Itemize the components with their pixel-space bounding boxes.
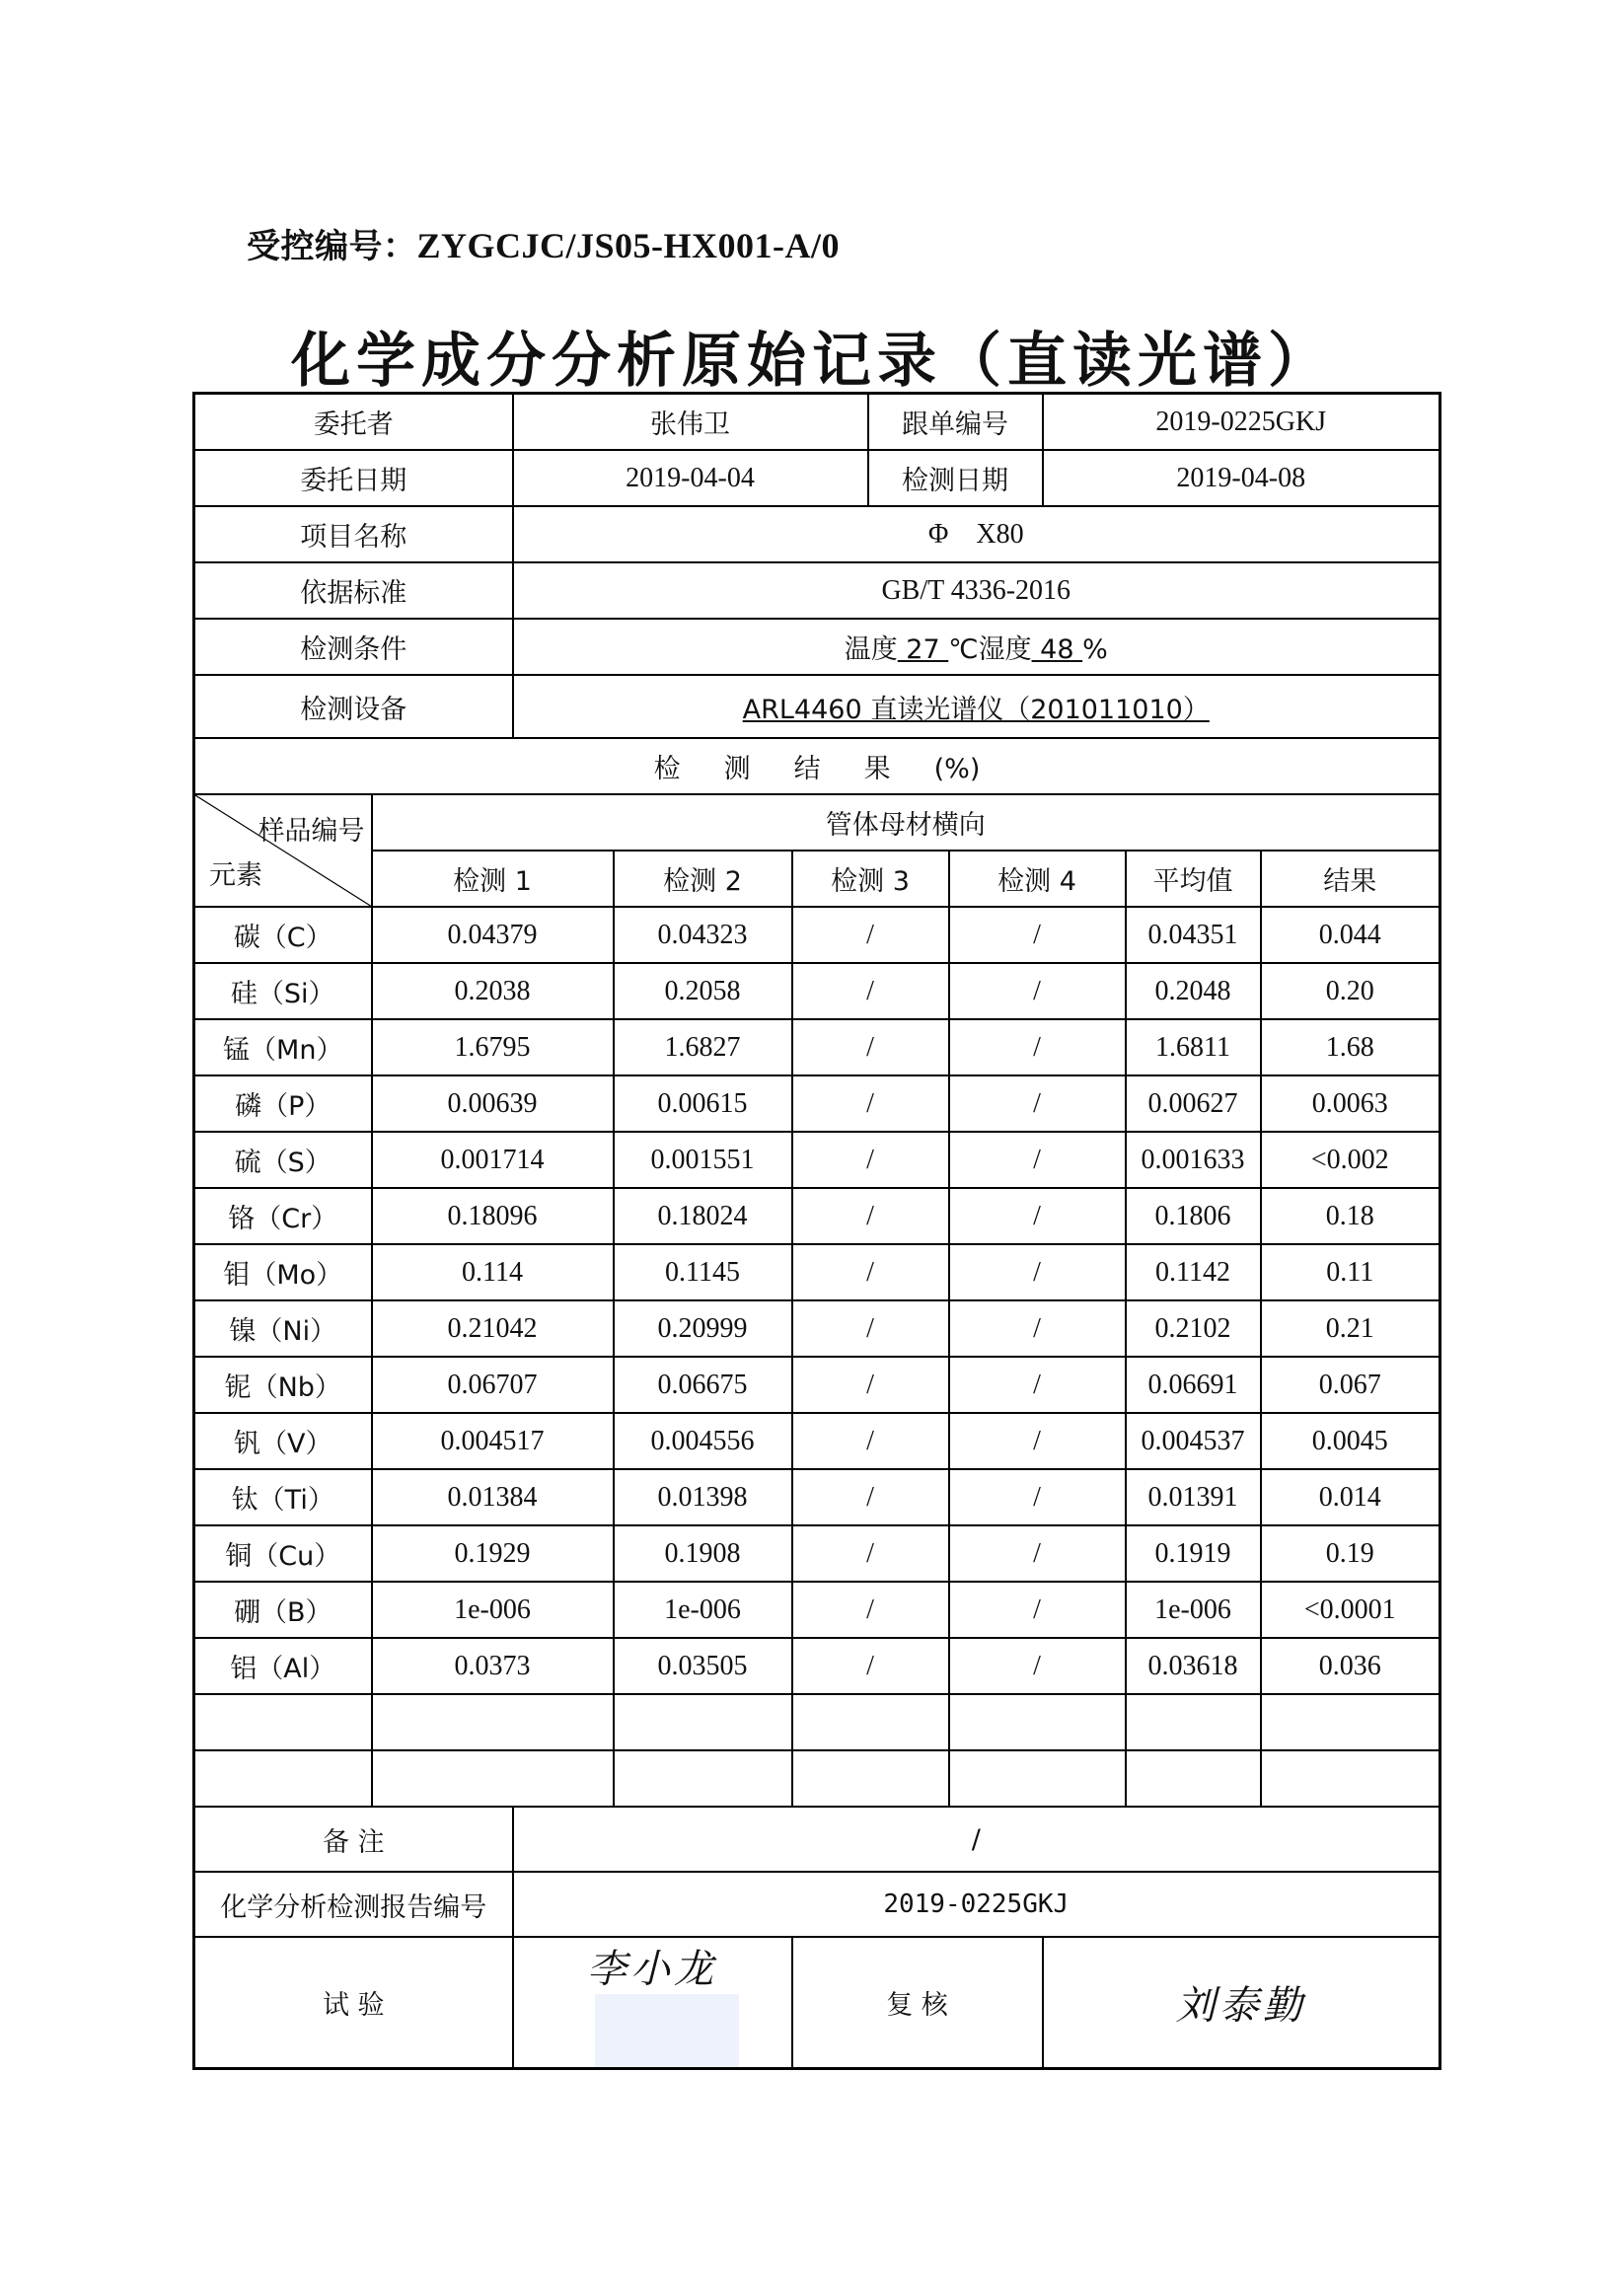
- sample-name: 管体母材横向: [372, 794, 1440, 851]
- element-name: 铌（Nb）: [194, 1357, 372, 1413]
- element-name: 硅（Si）: [194, 963, 372, 1019]
- element-name: 碳（C）: [194, 907, 372, 963]
- result-cell: /: [949, 1525, 1126, 1582]
- result-cell: 0.001633: [1126, 1132, 1261, 1188]
- result-cell: 0.21: [1261, 1300, 1440, 1357]
- result-cell: 0.036: [1261, 1638, 1440, 1694]
- element-name: 硼（B）: [194, 1582, 372, 1638]
- equipment-value: ARL4460 直读光谱仪（201011010）: [513, 675, 1440, 738]
- tester-signature: 李小龙: [587, 1947, 717, 1992]
- control-number: [247, 219, 840, 267]
- result-cell: 0.03505: [614, 1638, 792, 1694]
- commission-date-value: 2019-04-04: [513, 450, 868, 506]
- standard-value: GB/T 4336-2016: [513, 562, 1440, 619]
- table-row: [194, 907, 1440, 963]
- result-cell: 1e-006: [372, 1582, 614, 1638]
- tester-label: 试 验: [194, 1937, 513, 2069]
- reviewer-signature-cell: [1043, 1937, 1440, 2069]
- result-cell: 1e-006: [614, 1582, 792, 1638]
- result-cell: 0.044: [1261, 907, 1440, 963]
- results-title-char: 果: [863, 754, 891, 784]
- result-cell: 0.2102: [1126, 1300, 1261, 1357]
- result-cell: /: [792, 1075, 949, 1132]
- tester-signature-cell: [513, 1937, 792, 2069]
- column-header: 结果: [1261, 851, 1440, 907]
- result-cell: 0.014: [1261, 1469, 1440, 1525]
- info-row-client: [194, 394, 1440, 451]
- redaction-box: [595, 1994, 739, 2067]
- column-header: 平均值: [1126, 851, 1261, 907]
- humidity-value: 48: [1031, 634, 1083, 665]
- humidity-unit: %: [1082, 634, 1108, 665]
- result-cell: 0.1142: [1126, 1244, 1261, 1300]
- info-row-equipment: [194, 675, 1440, 738]
- results-header-row-1: [194, 794, 1440, 851]
- result-cell: 0.21042: [372, 1300, 614, 1357]
- result-cell: 0.2038: [372, 963, 614, 1019]
- result-cell: <0.002: [1261, 1132, 1440, 1188]
- result-cell: 0.1929: [372, 1525, 614, 1582]
- column-header: 检测 4: [949, 851, 1126, 907]
- result-cell: 0.06691: [1126, 1357, 1261, 1413]
- result-cell: 0.004517: [372, 1413, 614, 1469]
- results-title-row: [194, 738, 1440, 794]
- result-cell: 0.01398: [614, 1469, 792, 1525]
- result-cell: 0.001714: [372, 1132, 614, 1188]
- column-header: 检测 1: [372, 851, 614, 907]
- report-number-row: [194, 1872, 1440, 1937]
- table-row: [194, 1413, 1440, 1469]
- result-cell: /: [949, 1300, 1126, 1357]
- standard-label: 依据标准: [194, 562, 513, 619]
- result-cell: 1.6811: [1126, 1019, 1261, 1075]
- tracking-label: 跟单编号: [868, 394, 1043, 451]
- result-cell: 0.2058: [614, 963, 792, 1019]
- column-header: 检测 2: [614, 851, 792, 907]
- table-row: [194, 1244, 1440, 1300]
- tracking-value: 2019-0225GKJ: [1043, 394, 1440, 451]
- result-cell: 1.6795: [372, 1019, 614, 1075]
- result-cell: /: [792, 1638, 949, 1694]
- element-name: 铝（Al）: [194, 1638, 372, 1694]
- result-cell: /: [949, 963, 1126, 1019]
- results-header-row-2: [194, 851, 1440, 907]
- temperature-value: 27: [897, 634, 949, 665]
- result-cell: 1.6827: [614, 1019, 792, 1075]
- result-cell: 0.06675: [614, 1357, 792, 1413]
- client-value: 张伟卫: [513, 394, 868, 451]
- result-cell: /: [792, 1582, 949, 1638]
- result-cell: /: [792, 1525, 949, 1582]
- remarks-label: 备 注: [194, 1807, 513, 1872]
- result-cell: 0.114: [372, 1244, 614, 1300]
- result-cell: 0.01391: [1126, 1469, 1261, 1525]
- results-title-char: 结: [793, 754, 821, 784]
- result-cell: 0.0063: [1261, 1075, 1440, 1132]
- remarks-row: [194, 1807, 1440, 1872]
- element-name: 锰（Mn）: [194, 1019, 372, 1075]
- result-cell: 0.20: [1261, 963, 1440, 1019]
- result-cell: 0.1919: [1126, 1525, 1261, 1582]
- test-date-value: 2019-04-08: [1043, 450, 1440, 506]
- result-cell: 0.19: [1261, 1525, 1440, 1582]
- table-row: [194, 1075, 1440, 1132]
- element-label: 元素: [209, 860, 262, 891]
- remarks-value: /: [513, 1807, 1440, 1872]
- table-row: [194, 1300, 1440, 1357]
- conditions-value: [513, 619, 1440, 675]
- test-date-label: 检测日期: [868, 450, 1043, 506]
- result-cell: /: [949, 1638, 1126, 1694]
- result-cell: 0.004556: [614, 1413, 792, 1469]
- element-name: 钛（Ti）: [194, 1469, 372, 1525]
- result-cell: /: [792, 1244, 949, 1300]
- report-number-value: 2019-0225GKJ: [513, 1872, 1440, 1937]
- sample-no-label: 样品编号: [258, 816, 365, 847]
- result-cell: /: [792, 1188, 949, 1244]
- element-name: 钼（Mo）: [194, 1244, 372, 1300]
- table-row: [194, 1638, 1440, 1694]
- result-cell: 0.067: [1261, 1357, 1440, 1413]
- control-number-value: ZYGCJC/JS05-HX001-A/0: [416, 226, 841, 265]
- info-row-project: [194, 506, 1440, 562]
- result-cell: 0.0373: [372, 1638, 614, 1694]
- result-cell: 0.06707: [372, 1357, 614, 1413]
- result-cell: /: [949, 907, 1126, 963]
- element-name: 铜（Cu）: [194, 1525, 372, 1582]
- result-cell: 0.03618: [1126, 1638, 1261, 1694]
- result-cell: 0.01384: [372, 1469, 614, 1525]
- result-cell: <0.0001: [1261, 1582, 1440, 1638]
- result-cell: /: [949, 1582, 1126, 1638]
- client-label: 委托者: [194, 394, 513, 451]
- report-number-label: 化学分析检测报告编号: [194, 1872, 513, 1937]
- result-cell: 0.18096: [372, 1188, 614, 1244]
- result-cell: 0.1806: [1126, 1188, 1261, 1244]
- result-cell: /: [949, 1469, 1126, 1525]
- result-cell: 1e-006: [1126, 1582, 1261, 1638]
- table-row: [194, 1357, 1440, 1413]
- element-name: 钒（V）: [194, 1413, 372, 1469]
- table-row: [194, 1469, 1440, 1525]
- result-cell: /: [949, 1019, 1126, 1075]
- results-title: [194, 738, 1440, 794]
- project-value: Φ X80: [513, 506, 1440, 562]
- equipment-label: 检测设备: [194, 675, 513, 738]
- column-header: 检测 3: [792, 851, 949, 907]
- record-table: [192, 392, 1441, 2070]
- table-row: [194, 1525, 1440, 1582]
- result-cell: /: [792, 963, 949, 1019]
- result-cell: /: [792, 907, 949, 963]
- reviewer-label: 复 核: [792, 1937, 1043, 2069]
- result-cell: 0.18: [1261, 1188, 1440, 1244]
- result-cell: /: [949, 1132, 1126, 1188]
- element-name: 铬（Cr）: [194, 1188, 372, 1244]
- result-cell: /: [792, 1357, 949, 1413]
- result-cell: 0.00615: [614, 1075, 792, 1132]
- table-row: [194, 963, 1440, 1019]
- temperature-unit: ℃湿度: [948, 634, 1032, 665]
- diagonal-header-cell: [194, 794, 372, 907]
- table-row: [194, 1188, 1440, 1244]
- result-cell: 0.0045: [1261, 1413, 1440, 1469]
- conditions-label: 检测条件: [194, 619, 513, 675]
- results-title-char: 检: [653, 754, 681, 784]
- results-title-unit: (%): [933, 754, 981, 784]
- result-cell: /: [949, 1075, 1126, 1132]
- result-cell: /: [949, 1244, 1126, 1300]
- info-row-conditions: [194, 619, 1440, 675]
- result-cell: 0.04351: [1126, 907, 1261, 963]
- result-cell: 0.04323: [614, 907, 792, 963]
- result-cell: 0.00639: [372, 1075, 614, 1132]
- info-row-standard: [194, 562, 1440, 619]
- result-cell: 0.2048: [1126, 963, 1261, 1019]
- result-cell: 0.1145: [614, 1244, 792, 1300]
- empty-row: [194, 1750, 1440, 1807]
- result-cell: /: [949, 1413, 1126, 1469]
- result-cell: 1.68: [1261, 1019, 1440, 1075]
- commission-date-label: 委托日期: [194, 450, 513, 506]
- result-cell: 0.04379: [372, 907, 614, 963]
- result-cell: /: [792, 1132, 949, 1188]
- results-title-char: 测: [723, 754, 751, 784]
- result-cell: 0.18024: [614, 1188, 792, 1244]
- result-cell: 0.00627: [1126, 1075, 1261, 1132]
- element-name: 镍（Ni）: [194, 1300, 372, 1357]
- result-cell: 0.004537: [1126, 1413, 1261, 1469]
- result-cell: /: [949, 1188, 1126, 1244]
- result-cell: /: [792, 1019, 949, 1075]
- element-name: 硫（S）: [194, 1132, 372, 1188]
- table-row: [194, 1132, 1440, 1188]
- temperature-label: 温度: [844, 634, 898, 665]
- control-number-label: 受控编号：: [247, 227, 417, 266]
- empty-row: [194, 1694, 1440, 1750]
- result-cell: 0.20999: [614, 1300, 792, 1357]
- info-row-dates: [194, 450, 1440, 506]
- table-row: [194, 1019, 1440, 1075]
- reviewer-signature: 刘泰勤: [1175, 1983, 1306, 2029]
- table-row: [194, 1582, 1440, 1638]
- result-cell: /: [792, 1300, 949, 1357]
- signature-row: [194, 1937, 1440, 2069]
- result-cell: /: [949, 1357, 1126, 1413]
- result-cell: 0.001551: [614, 1132, 792, 1188]
- element-name: 磷（P）: [194, 1075, 372, 1132]
- result-cell: /: [792, 1469, 949, 1525]
- result-cell: /: [792, 1413, 949, 1469]
- result-cell: 0.11: [1261, 1244, 1440, 1300]
- project-label: 项目名称: [194, 506, 513, 562]
- result-cell: 0.1908: [614, 1525, 792, 1582]
- document-title: 化学成分分析原始记录（直读光谱）: [291, 327, 1333, 396]
